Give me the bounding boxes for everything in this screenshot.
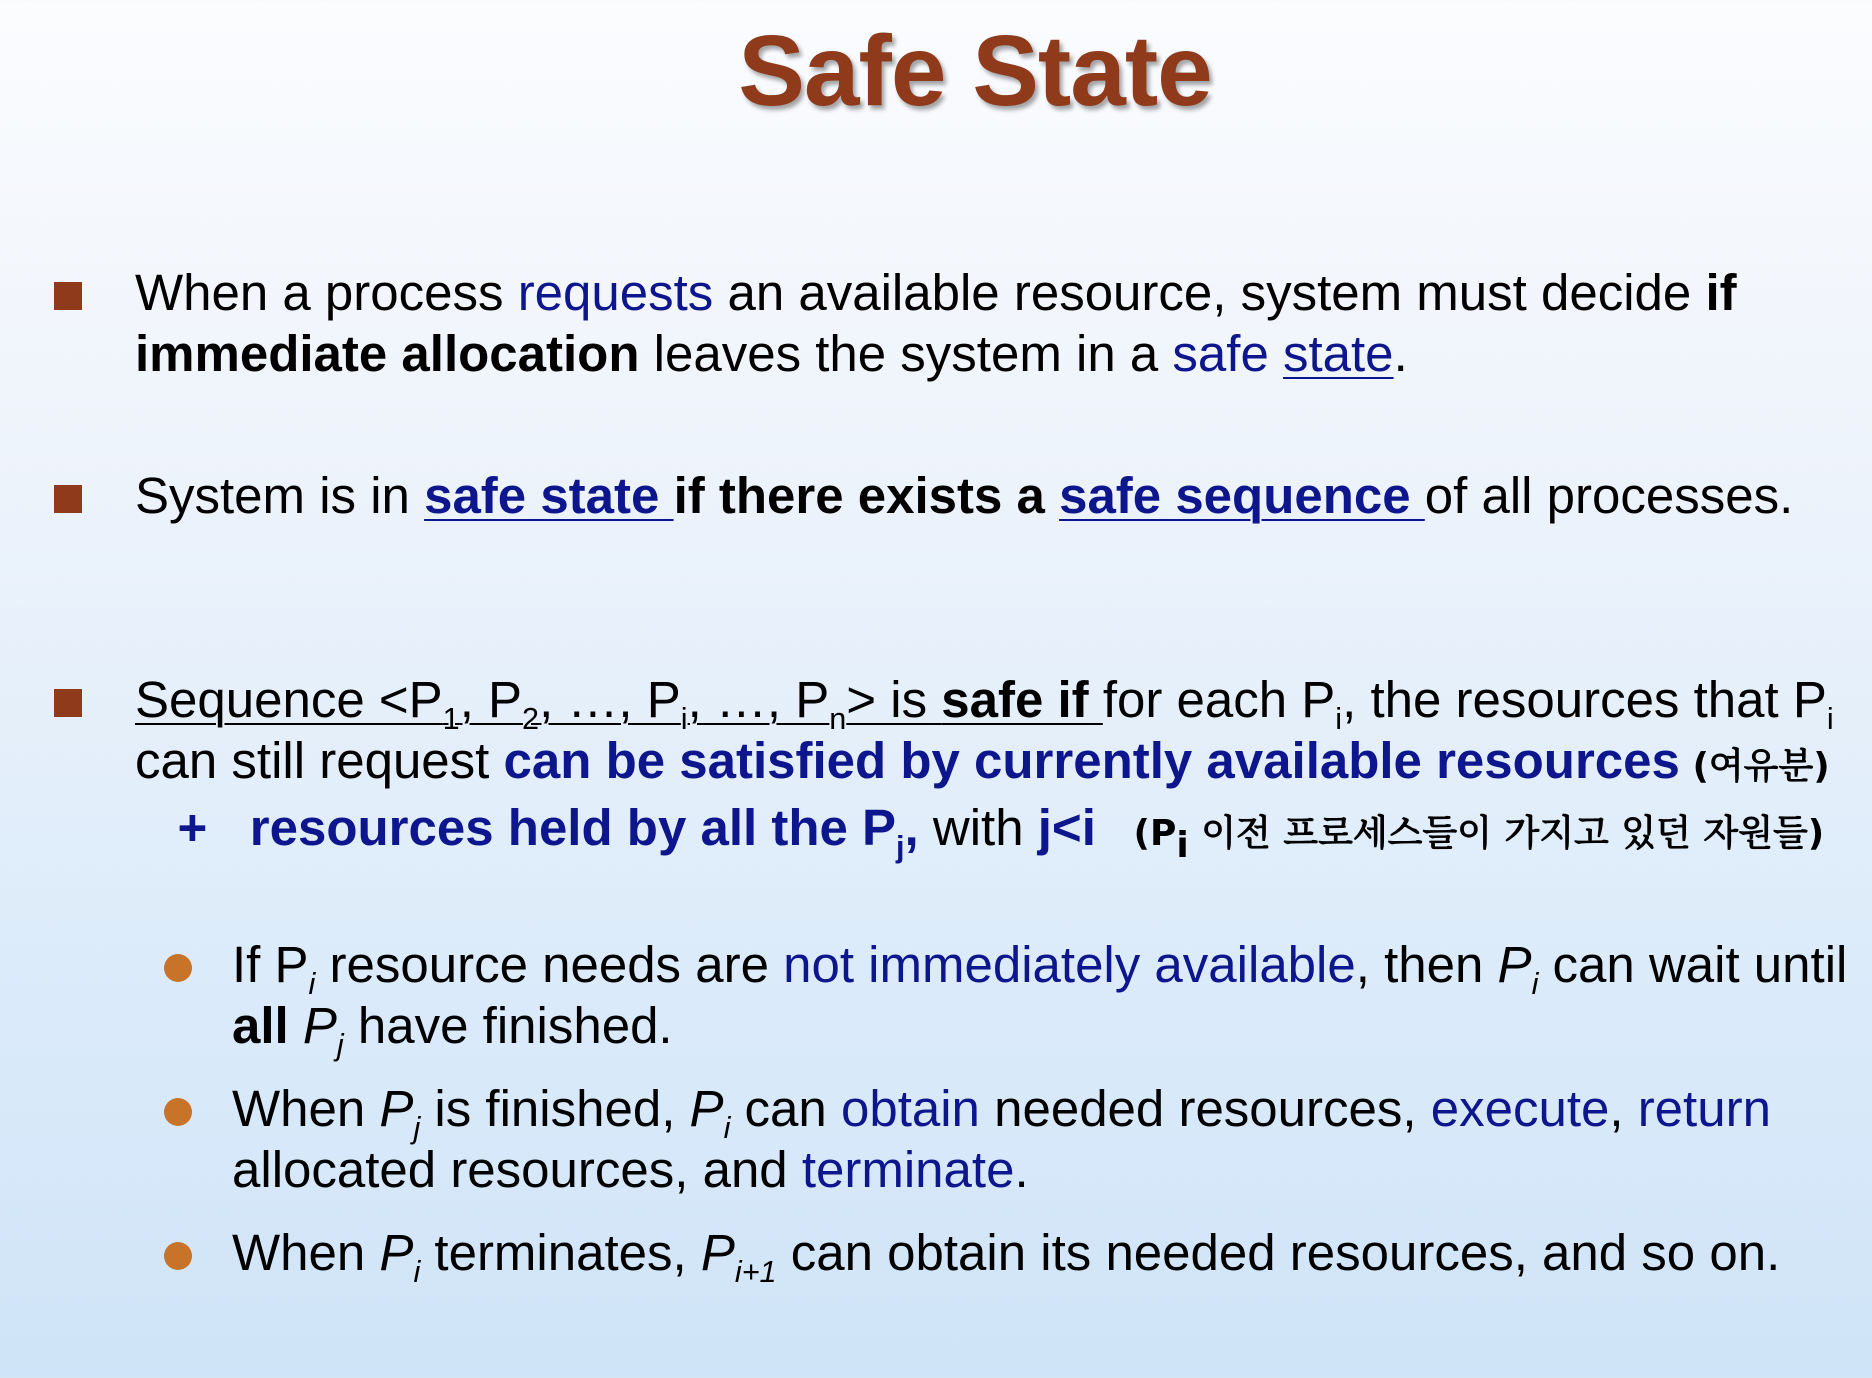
sub-bullet-3-text: When $P_i$ terminates, $P_{i+1}$ can obtain its needed resources, and so on. (232, 1224, 1781, 1289)
sub-bullet-1-text: If $P_i$ resource needs are not immediately available, then $P_i$ can wait until all $P_j$ have finished. (232, 936, 1848, 1062)
bullet-square-icon (54, 282, 82, 310)
slide-title: Safe State (738, 15, 1212, 127)
sub-bullet-dot-icon (164, 1242, 192, 1270)
sub-bullet-dot-icon (164, 954, 192, 982)
bullet-square-icon (54, 485, 82, 513)
bullet-1-text: When a process requests an available resource, system must decide if immediate allocation leaves the system in a safe state. (135, 264, 1737, 382)
bullet-3-text: Sequence $<P_1$, $P_2$, …, $P_i$, …, $P_n>$ is safe if for each $P_i$, the resources that $P_i$ can still request can be satisfied by currently available resources (여유분) + resources held by all the $P_j$, with j<i ($P_i$ 이전 프로세스들이 가지고 있던 자원들) (135, 671, 1834, 866)
sub-bullet-dot-icon (164, 1098, 192, 1126)
bullet-2-text: System is in safe state if there exists a safe sequence of all processes. (135, 467, 1794, 524)
sub-bullet-2-text: When $P_j$ is finished, $P_i$ can obtain needed resources, execute, return allocated resources, and terminate. (232, 1080, 1771, 1198)
bullet-square-icon (54, 689, 82, 717)
